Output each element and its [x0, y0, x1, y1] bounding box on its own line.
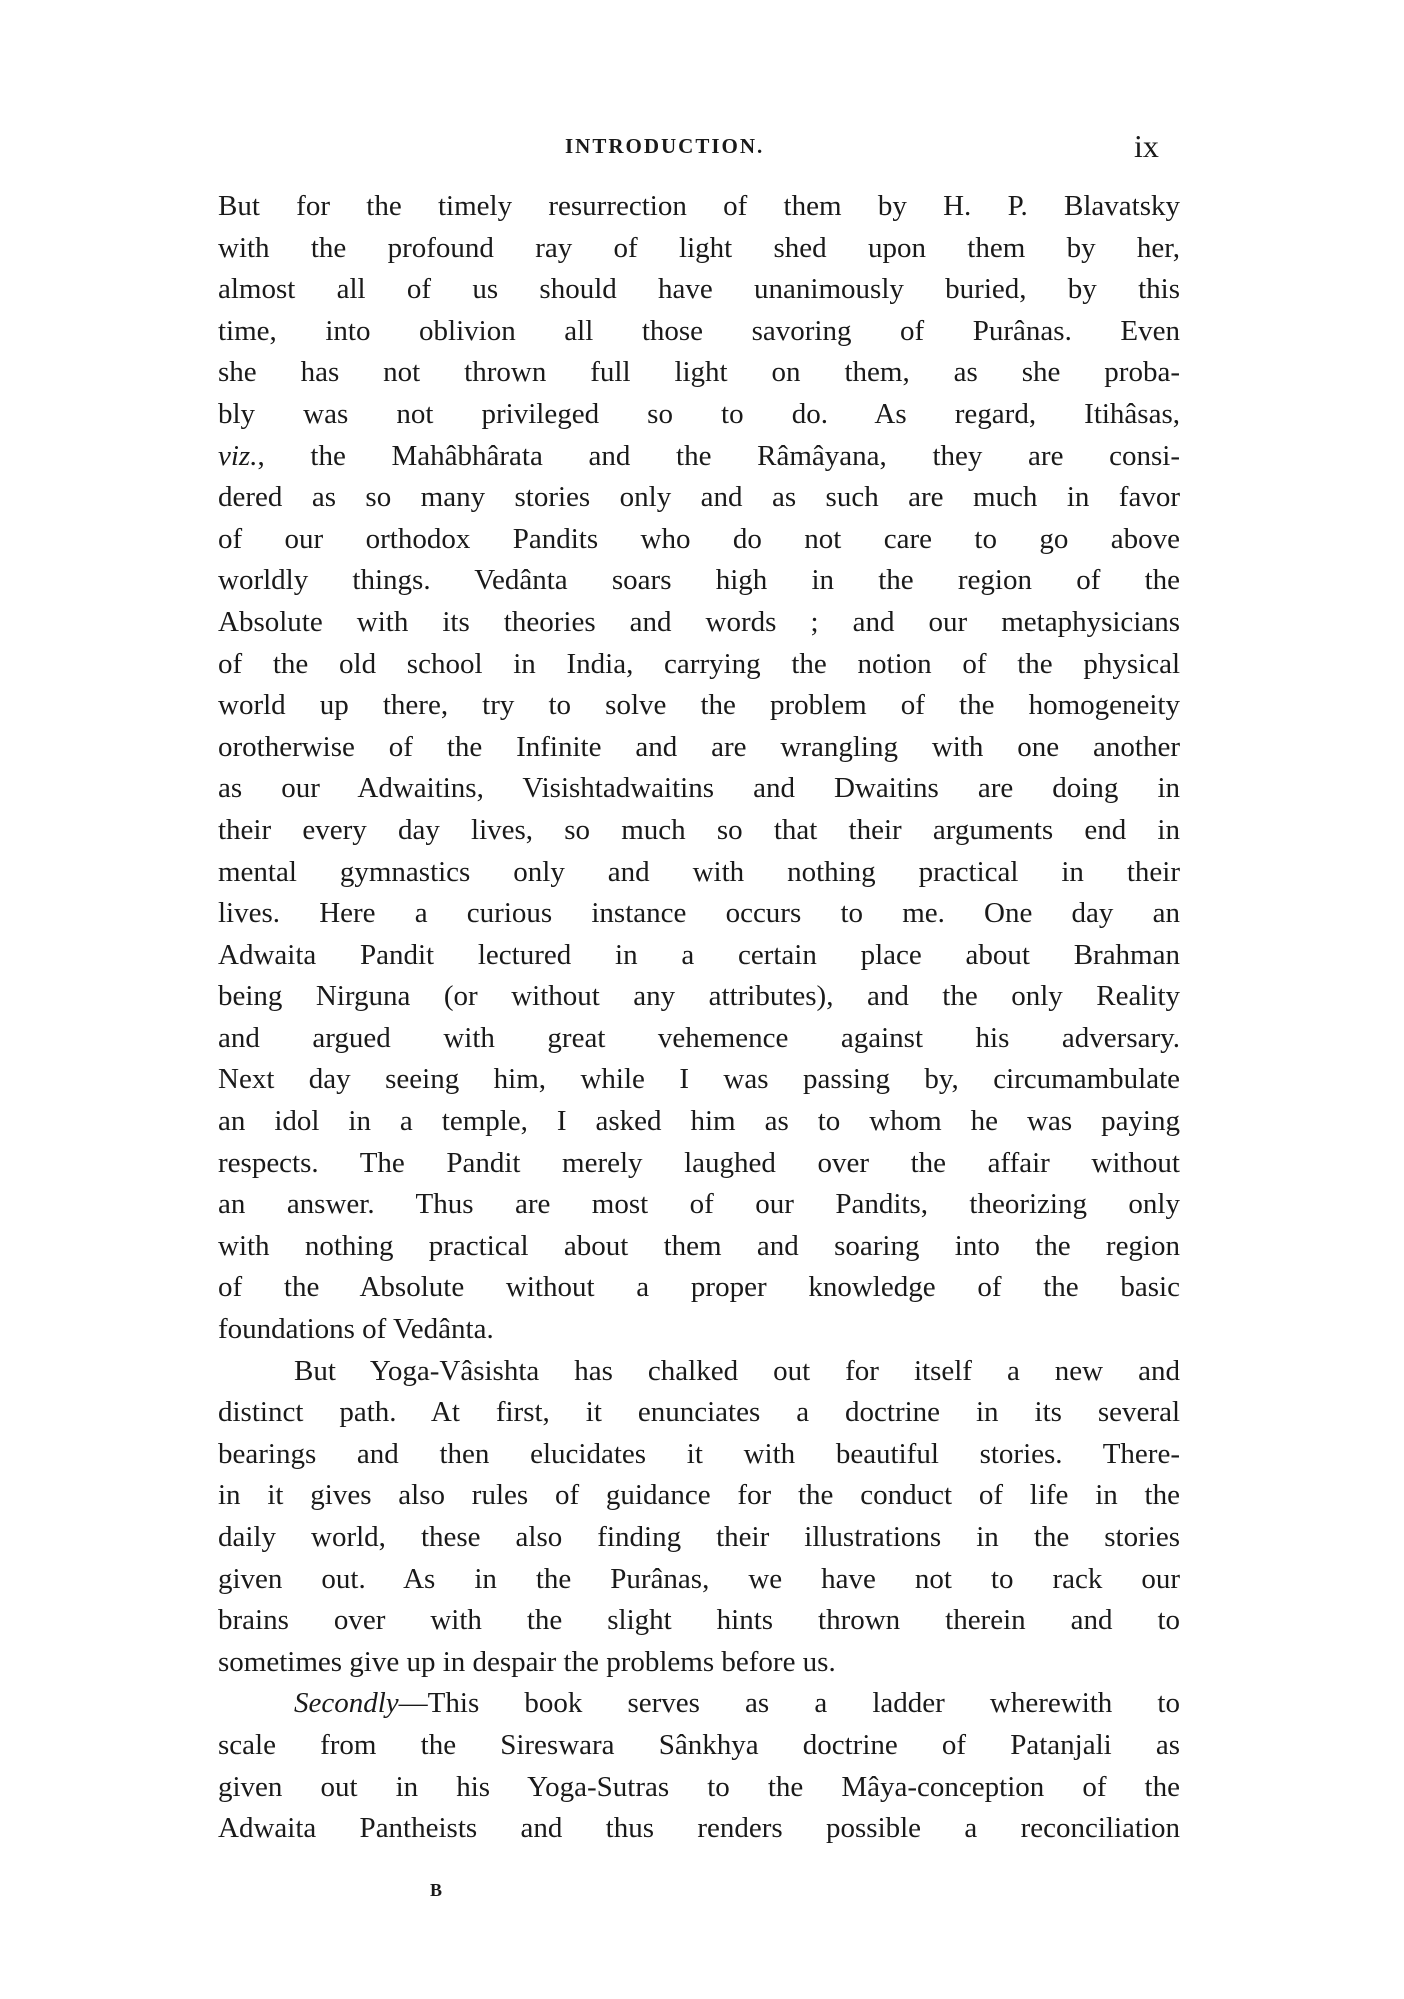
text-line: time, into oblivion all those savoring of Purânas. Even	[218, 314, 1180, 347]
text-line: distinct path. At first, it enunciates a doctrine in its several	[218, 1396, 1180, 1429]
text-line: Next day seeing him, while I was passing by, circumambulate	[218, 1063, 1180, 1096]
text-line: an idol in a temple, I asked him as to whom he was paying	[218, 1105, 1180, 1138]
text-line	[218, 1683, 1180, 1725]
text-line: worldly things. Vedânta soars high in the region of the	[218, 564, 1180, 597]
text-line: almost all of us should have unanimously buried, by this	[218, 273, 1180, 306]
text-line: But for the timely resurrection of them by H. P. Blavatsky	[218, 190, 1180, 222]
text-line: But Yoga-Vâsishta has chalked out for itself a new and	[294, 1354, 1180, 1387]
text-line: sometimes give up in despair the problems before us.	[218, 1645, 836, 1678]
text-line: bearings and then elucidates it with beautiful stories. There-	[218, 1437, 1180, 1470]
text-line: respects. The Pandit merely laughed over the affair without	[218, 1146, 1180, 1179]
text-line: in it gives also rules of guidance for the conduct of life in the	[218, 1479, 1180, 1512]
italic-abbreviation: viz.	[218, 439, 258, 472]
text-line: she has not thrown full light on them, as she proba-	[218, 356, 1180, 389]
signature-mark: B	[430, 1880, 443, 1900]
text-line: as our Adwaitins, Visishtadwaitins and Dwaitins are doing in	[218, 772, 1180, 805]
text-line: dered as so many stories only and as such are much in favor	[218, 481, 1180, 514]
text-line: an answer. Thus are most of our Pandits, theorizing only	[218, 1188, 1180, 1221]
text-line: Adwaita Pantheists and thus renders possible a reconciliation	[218, 1812, 1180, 1845]
running-title: INTRODUCTION.	[565, 134, 765, 158]
italic-lead-word: Secondly	[294, 1687, 399, 1720]
text-line: with the profound ray of light shed upon them by her,	[218, 231, 1180, 264]
text-line: world up there, try to solve the problem of the homogeneity	[218, 689, 1180, 722]
text-line: given out. As in the Purânas, we have not to rack our	[218, 1562, 1180, 1595]
body-text	[218, 186, 1180, 1850]
text-line: foundations of Vedânta.	[218, 1313, 494, 1346]
text-line: lives. Here a curious instance occurs to me. One day an	[218, 897, 1180, 930]
text-line: given out in his Yoga-Sutras to the Mâya-conception of the	[218, 1770, 1180, 1803]
text-line: Adwaita Pandit lectured in a certain place about Brahman	[218, 938, 1180, 971]
text-line: orotherwise of the Infinite and are wrangling with one another	[218, 730, 1180, 763]
text-line: of our orthodox Pandits who do not care to go above	[218, 522, 1180, 555]
text-line: of the Absolute without a proper knowledge of the basic	[218, 1271, 1180, 1304]
text-line: daily world, these also finding their illustrations in the stories	[218, 1521, 1180, 1553]
text-line: and argued with great vehemence against his adversary.	[218, 1021, 1180, 1054]
text-line: their every day lives, so much so that their arguments end in	[218, 813, 1180, 846]
text-line: being Nirguna (or without any attributes), and the only Reality	[218, 980, 1180, 1013]
text-line-rest: —This book serves as a ladder wherewith to	[398, 1687, 1180, 1720]
page-number: ix	[1134, 128, 1159, 164]
text-line: mental gymnastics only and with nothing practical in their	[218, 855, 1180, 888]
running-head	[0, 128, 1404, 168]
text-line: brains over with the slight hints thrown therein and to	[218, 1604, 1180, 1637]
text-line: with nothing practical about them and soaring into the region	[218, 1229, 1180, 1262]
text-line: bly was not privileged so to do. As regard, Itihâsas,	[218, 397, 1180, 430]
text-line: scale from the Sireswara Sânkhya doctrine of Patanjali as	[218, 1728, 1180, 1761]
text-line: viz., the Mahâbhârata and the Râmâyana, they are consi-	[218, 439, 1180, 472]
text-line: Absolute with its theories and words ; and our metaphysicians	[218, 605, 1180, 638]
text-line: of the old school in India, carrying the notion of the physical	[218, 647, 1180, 680]
